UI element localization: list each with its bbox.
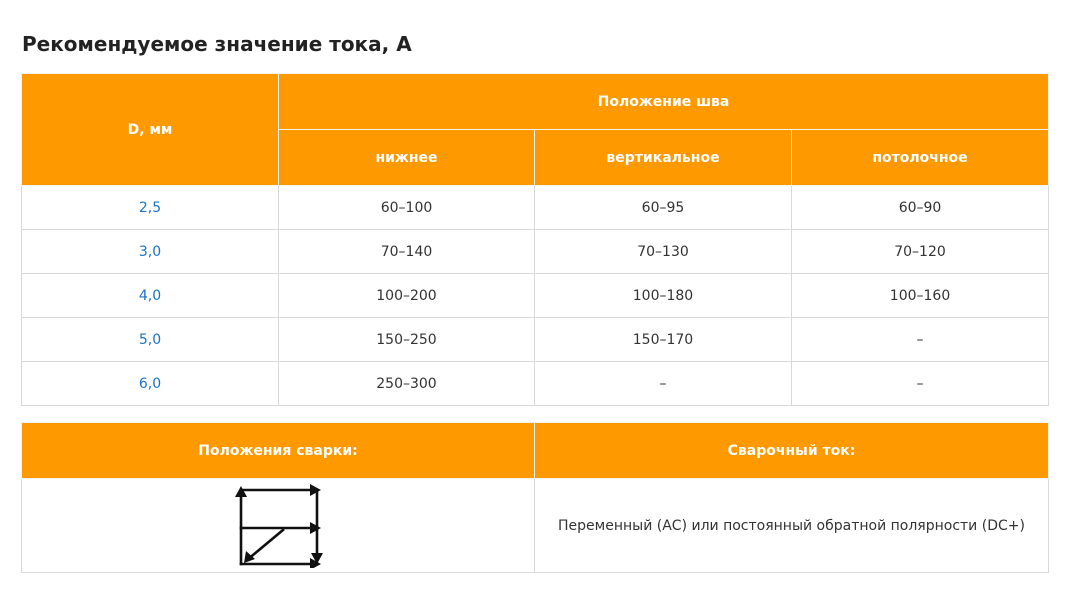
- diameter-cell: 2,5: [22, 186, 279, 230]
- welding-positions-diagram-icon: [233, 484, 323, 568]
- position-header: Положение шва: [279, 74, 1049, 130]
- position-col-header: нижнее: [279, 130, 535, 186]
- value-cell: 100–180: [535, 274, 792, 318]
- table-row: [22, 318, 1049, 362]
- value-cell: –: [792, 362, 1049, 406]
- welding-positions-cell: [22, 479, 535, 573]
- position-col-header: потолочное: [792, 130, 1049, 186]
- welding-current-header: Сварочный ток:: [535, 423, 1049, 479]
- info-table: [21, 422, 1049, 573]
- diameter-header: D, мм: [22, 74, 279, 186]
- value-cell: 150–170: [535, 318, 792, 362]
- value-cell: 60–100: [279, 186, 535, 230]
- welding-current-value: Переменный (АС) или постоянный обратной полярности (DC+): [535, 479, 1049, 573]
- table-row: [22, 230, 1049, 274]
- value-cell: 70–140: [279, 230, 535, 274]
- value-cell: –: [535, 362, 792, 406]
- table-row: [22, 186, 1049, 230]
- page-title: Рекомендуемое значение тока, А: [22, 32, 412, 56]
- welding-positions-header: Положения сварки:: [22, 423, 535, 479]
- value-cell: 70–130: [535, 230, 792, 274]
- value-cell: –: [792, 318, 1049, 362]
- value-cell: 250–300: [279, 362, 535, 406]
- value-cell: 70–120: [792, 230, 1049, 274]
- value-cell: 100–160: [792, 274, 1049, 318]
- current-table: [21, 73, 1049, 406]
- diameter-cell: 4,0: [22, 274, 279, 318]
- value-cell: 60–95: [535, 186, 792, 230]
- value-cell: 100–200: [279, 274, 535, 318]
- value-cell: 60–90: [792, 186, 1049, 230]
- table-row: [22, 362, 1049, 406]
- diameter-cell: 6,0: [22, 362, 279, 406]
- diameter-cell: 5,0: [22, 318, 279, 362]
- value-cell: 150–250: [279, 318, 535, 362]
- diameter-cell: 3,0: [22, 230, 279, 274]
- position-col-header: вертикальное: [535, 130, 792, 186]
- table-row: [22, 274, 1049, 318]
